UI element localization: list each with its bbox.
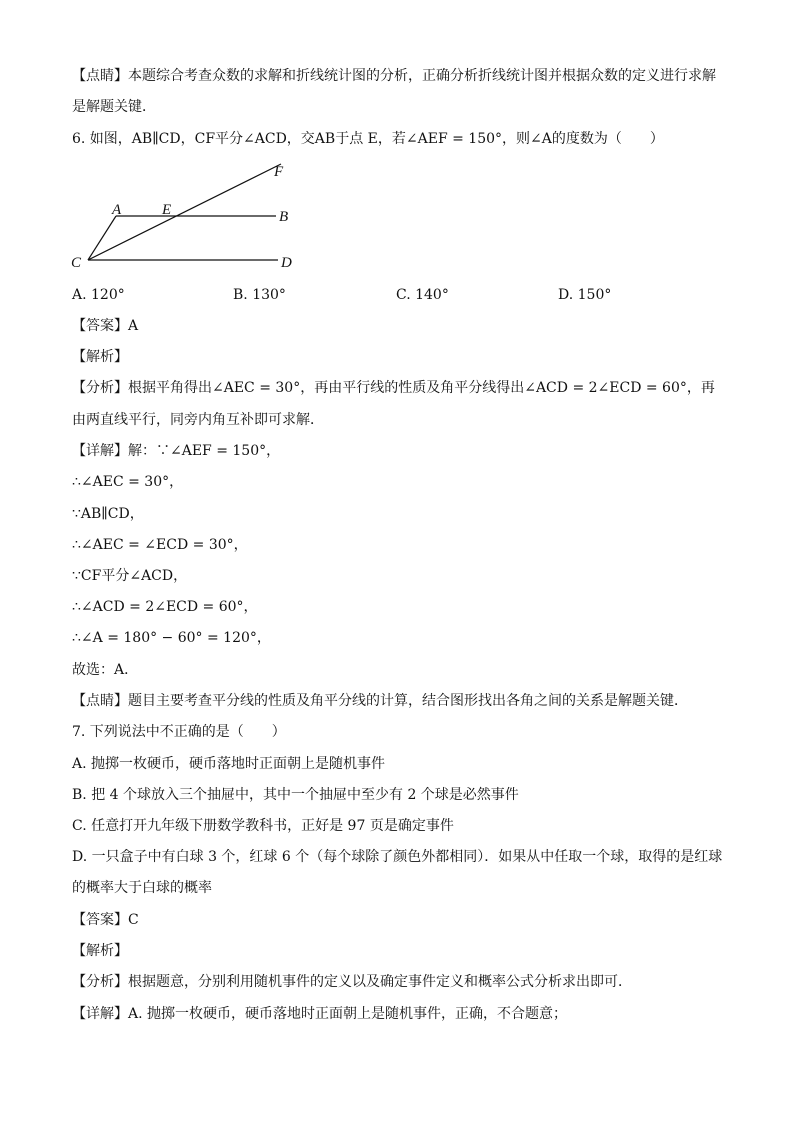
option-7b: B. 把 4 个球放入三个抽屉中，其中一个抽屉中至少有 2 个球是必然事件	[72, 787, 519, 803]
answer-7: 【答案】C	[72, 912, 139, 928]
dianjing-6: 【点睛】题目主要考查平分线的性质及角平分线的计算，结合图形找出各角之间的关系是解题关键．	[72, 693, 688, 709]
label-A: A	[112, 202, 122, 218]
step-4: ∴∠AEC = ∠ECD = 30°，	[72, 537, 248, 553]
label-F: F	[274, 164, 284, 180]
question-7: 7. 下列说法中不正确的是（ ）	[72, 724, 286, 740]
label-E: E	[162, 202, 172, 218]
option-7a: A. 抛掷一枚硬币，硬币落地时正面朝上是随机事件	[72, 756, 386, 772]
step-8: 故选：A．	[72, 662, 139, 678]
option-6a: A. 120°	[72, 287, 125, 303]
option-7d-line2: 的概率大于白球的概率	[72, 880, 212, 896]
step-3: ∵AB∥CD，	[72, 506, 144, 522]
step-2: ∴∠AEC = 30°，	[72, 474, 184, 490]
option-7c: C. 任意打开九年级下册数学教科书，正好是 97 页是确定事件	[72, 818, 454, 834]
geometry-figure	[66, 158, 306, 274]
dianjing-q5-line1: 【点睛】本题综合考查众数的求解和折线统计图的分析，正确分析折线统计图并根据众数的定义进行求解	[72, 68, 716, 84]
option-6c: C. 140°	[396, 287, 449, 303]
xiangjie-7: 【详解】A. 抛掷一枚硬币，硬币落地时正面朝上是随机事件，正确，不合题意；	[72, 1006, 568, 1022]
step-5: ∵CF平分∠ACD，	[72, 568, 188, 584]
answer-6: 【答案】A	[72, 318, 139, 334]
question-6: 6. 如图，AB∥CD，CF平分∠ACD，交AB于点 E，若∠AEF = 150°，则∠A的度数为（ ）	[72, 131, 664, 147]
fenxi-6-line2: 由两直线平行，同旁内角互补即可求解．	[72, 412, 324, 428]
option-6b: B. 130°	[233, 287, 286, 303]
jiexi-6: 【解析】	[72, 349, 128, 365]
jiexi-7: 【解析】	[72, 943, 128, 959]
step-6: ∴∠ACD = 2∠ECD = 60°，	[72, 599, 258, 615]
step-1: 【详解】解：∵∠AEF = 150°，	[72, 443, 281, 459]
dianjing-q5-line2: 是解题关键．	[72, 99, 156, 115]
label-B: B	[279, 209, 289, 225]
option-6d: D. 150°	[558, 287, 612, 303]
option-7d-line1: D. 一只盒子中有白球 3 个，红球 6 个（每个球除了颜色外都相同）．如果从中任取一个球，取得的是红球	[72, 849, 723, 865]
step-7: ∴∠A = 180° − 60° = 120°，	[72, 630, 271, 646]
label-C: C	[71, 255, 82, 271]
label-D: D	[281, 255, 292, 271]
fenxi-6-line1: 【分析】根据平角得出∠AEC = 30°，再由平行线的性质及角平分线得出∠ACD = 2∠ECD = 60°，再	[72, 380, 715, 396]
fenxi-7: 【分析】根据题意，分别利用随机事件的定义以及确定事件定义和概率公式分析求出即可．	[72, 974, 632, 990]
